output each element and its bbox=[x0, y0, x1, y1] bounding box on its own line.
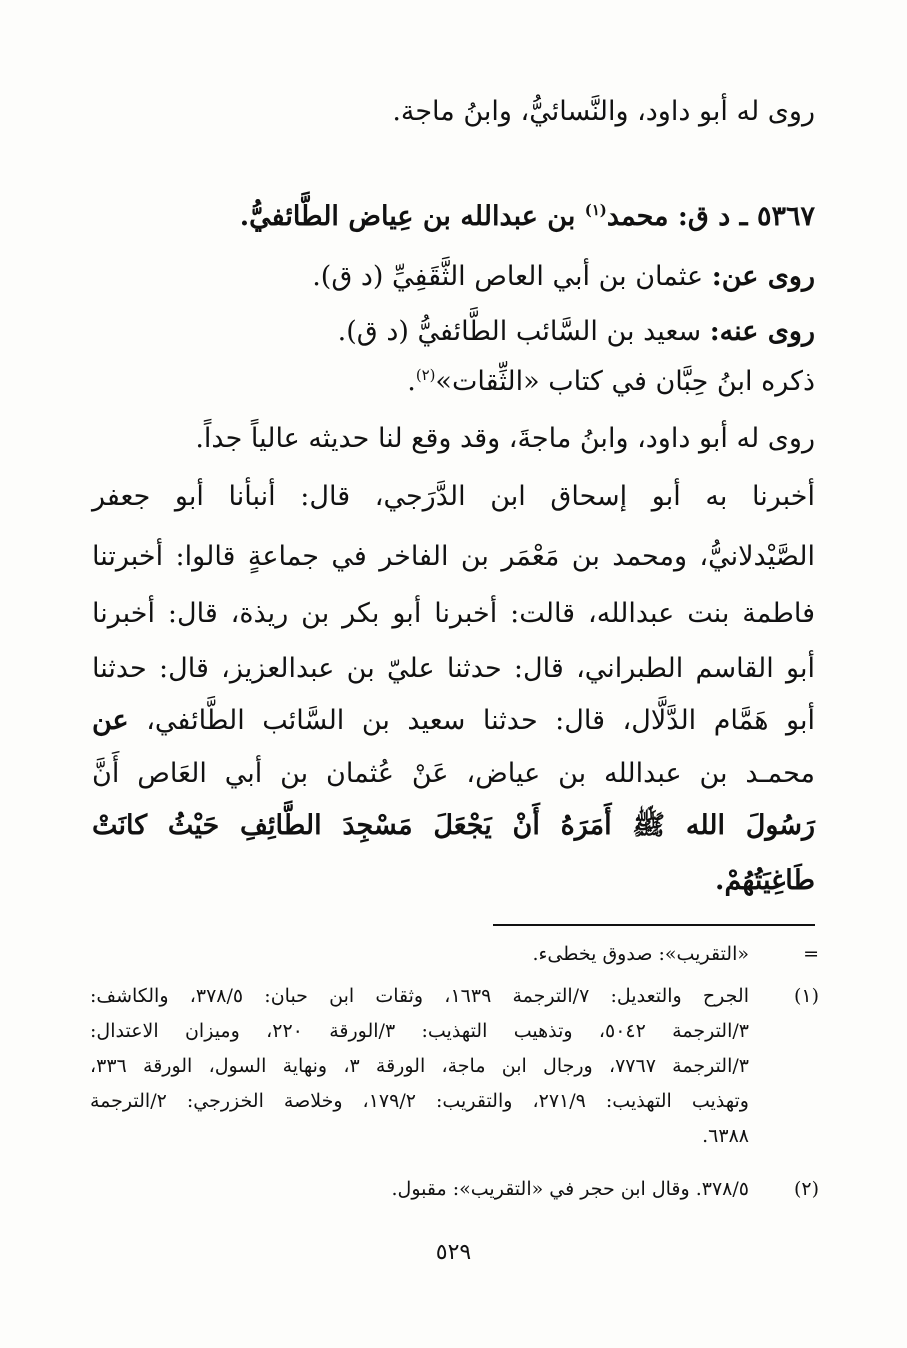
footnote-separator bbox=[493, 924, 815, 926]
footnote-1-number: (١) bbox=[793, 985, 819, 1007]
narrated-from-label: روى عن: bbox=[711, 261, 815, 292]
entry-name: محمد bbox=[606, 201, 669, 232]
mention-text: ذكره ابنُ حِبَّان في كتاب «الثِّقات» bbox=[435, 366, 815, 397]
narrated-for-line: روى له أبو داود، وابنُ ماجةَ، وقد وقع لنا حديثه عالياً جداً. bbox=[195, 423, 815, 454]
hadith-line-1: أخبرنا به أبو إسحاق ابن الدَّرَجي، قال: أنبأنا أبو جعفر bbox=[92, 481, 815, 512]
footnote-ref-2: (٢) bbox=[415, 366, 436, 384]
hadith-line-3: فاطمة بنت عبدالله، قالت: أخبرنا أبو بكر بن ريذة، قال: أخبرنا bbox=[92, 598, 815, 629]
narrated-from-line bbox=[110, 263, 815, 290]
footnote-1-line-4: وتهذيب التهذيب: ٢٧١/٩، والتقريب: ١٧٩/٢، وخلاصة الخزرجي: ٢/الترجمة bbox=[90, 1090, 749, 1112]
footnote-ref-1: (١) bbox=[584, 201, 607, 219]
footnote-continuation-marker: = bbox=[803, 943, 819, 965]
footnote-1-line-3: ٣/الترجمة ٧٧٦٧، ورجال ابن ماجة، الورقة ٣، ونهاية السول، الورقة ٣٣٦، bbox=[90, 1055, 749, 1077]
entry-name-rest: بن عبدالله بن عِياض الطَّائفيُّ. bbox=[239, 201, 576, 232]
footnote-1-line-5: ٦٣٨٨. bbox=[702, 1125, 749, 1147]
hadith-line-6: محمـد بن عبدالله بن عياض، عَنْ عُثمان بن أبي العَاص أَنَّ bbox=[92, 758, 815, 789]
footnote-2-text: ٣٧٨/٥. وقال ابن حجر في «التقريب»: مقبول. bbox=[391, 1178, 749, 1200]
narrated-by-label: روى عنه: bbox=[709, 316, 815, 347]
mention-line bbox=[110, 368, 815, 395]
hadith-line-5-text: أبو هَمَّام الدَّلَّال، قال: حدثنا سعيد بن السَّائب الطَّائفي، bbox=[146, 705, 815, 736]
top-line: روى له أبو داود، والنَّسائيُّ، وابنُ ماجة. bbox=[392, 96, 815, 127]
narrated-by-text: سعيد بن السَّائب الطَّائفيُّ (د ق). bbox=[337, 316, 702, 347]
footnote-continuation-text: «التقريب»: صدوق يخطىء. bbox=[532, 943, 749, 965]
entry-heading bbox=[110, 203, 815, 230]
narrated-by-line bbox=[110, 318, 815, 345]
footnote-1-line-1: الجرح والتعديل: ٧/الترجمة ١٦٣٩، وثقات ابن حبان: ٣٧٨/٥، والكاشف: bbox=[90, 985, 749, 1007]
hadith-line-2: الصَّيْدلانيُّ، ومحمد بن مَعْمَر بن الفاخر في جماعةٍ قالوا: أخبرتنا bbox=[92, 541, 815, 572]
hadith-line-5-an: عن bbox=[92, 705, 129, 736]
entry-number: ٥٣٦٧ ـ د ق: bbox=[677, 201, 815, 232]
hadith-line-4: أبو القاسم الطبراني، قال: حدثنا عليّ بن عبدالعزيز، قال: حدثنا bbox=[92, 653, 815, 684]
hadith-line-7: رَسُولَ الله ﷺ أَمَرَهُ أَنْ يَجْعَلَ مَسْجِدَ الطَّائِفِ حَيْثُ كانَتْ bbox=[92, 810, 815, 841]
hadith-line-5 bbox=[92, 707, 815, 734]
mention-end: . bbox=[407, 366, 416, 397]
narrated-from-text: عثمان بن أبي العاص الثَّقَفِيِّ (د ق). bbox=[312, 261, 704, 292]
hadith-line-8: طَاغِيَتُهُمْ. bbox=[715, 865, 815, 896]
footnote-2-number: (٢) bbox=[793, 1178, 819, 1200]
footnote-1-line-2: ٣/الترجمة ٥٠٤٢، وتذهيب التهذيب: ٣/الورقة ٢٢٠، وميزان الاعتدال: bbox=[90, 1020, 749, 1042]
page-number: ٥٢٩ bbox=[435, 1240, 472, 1265]
